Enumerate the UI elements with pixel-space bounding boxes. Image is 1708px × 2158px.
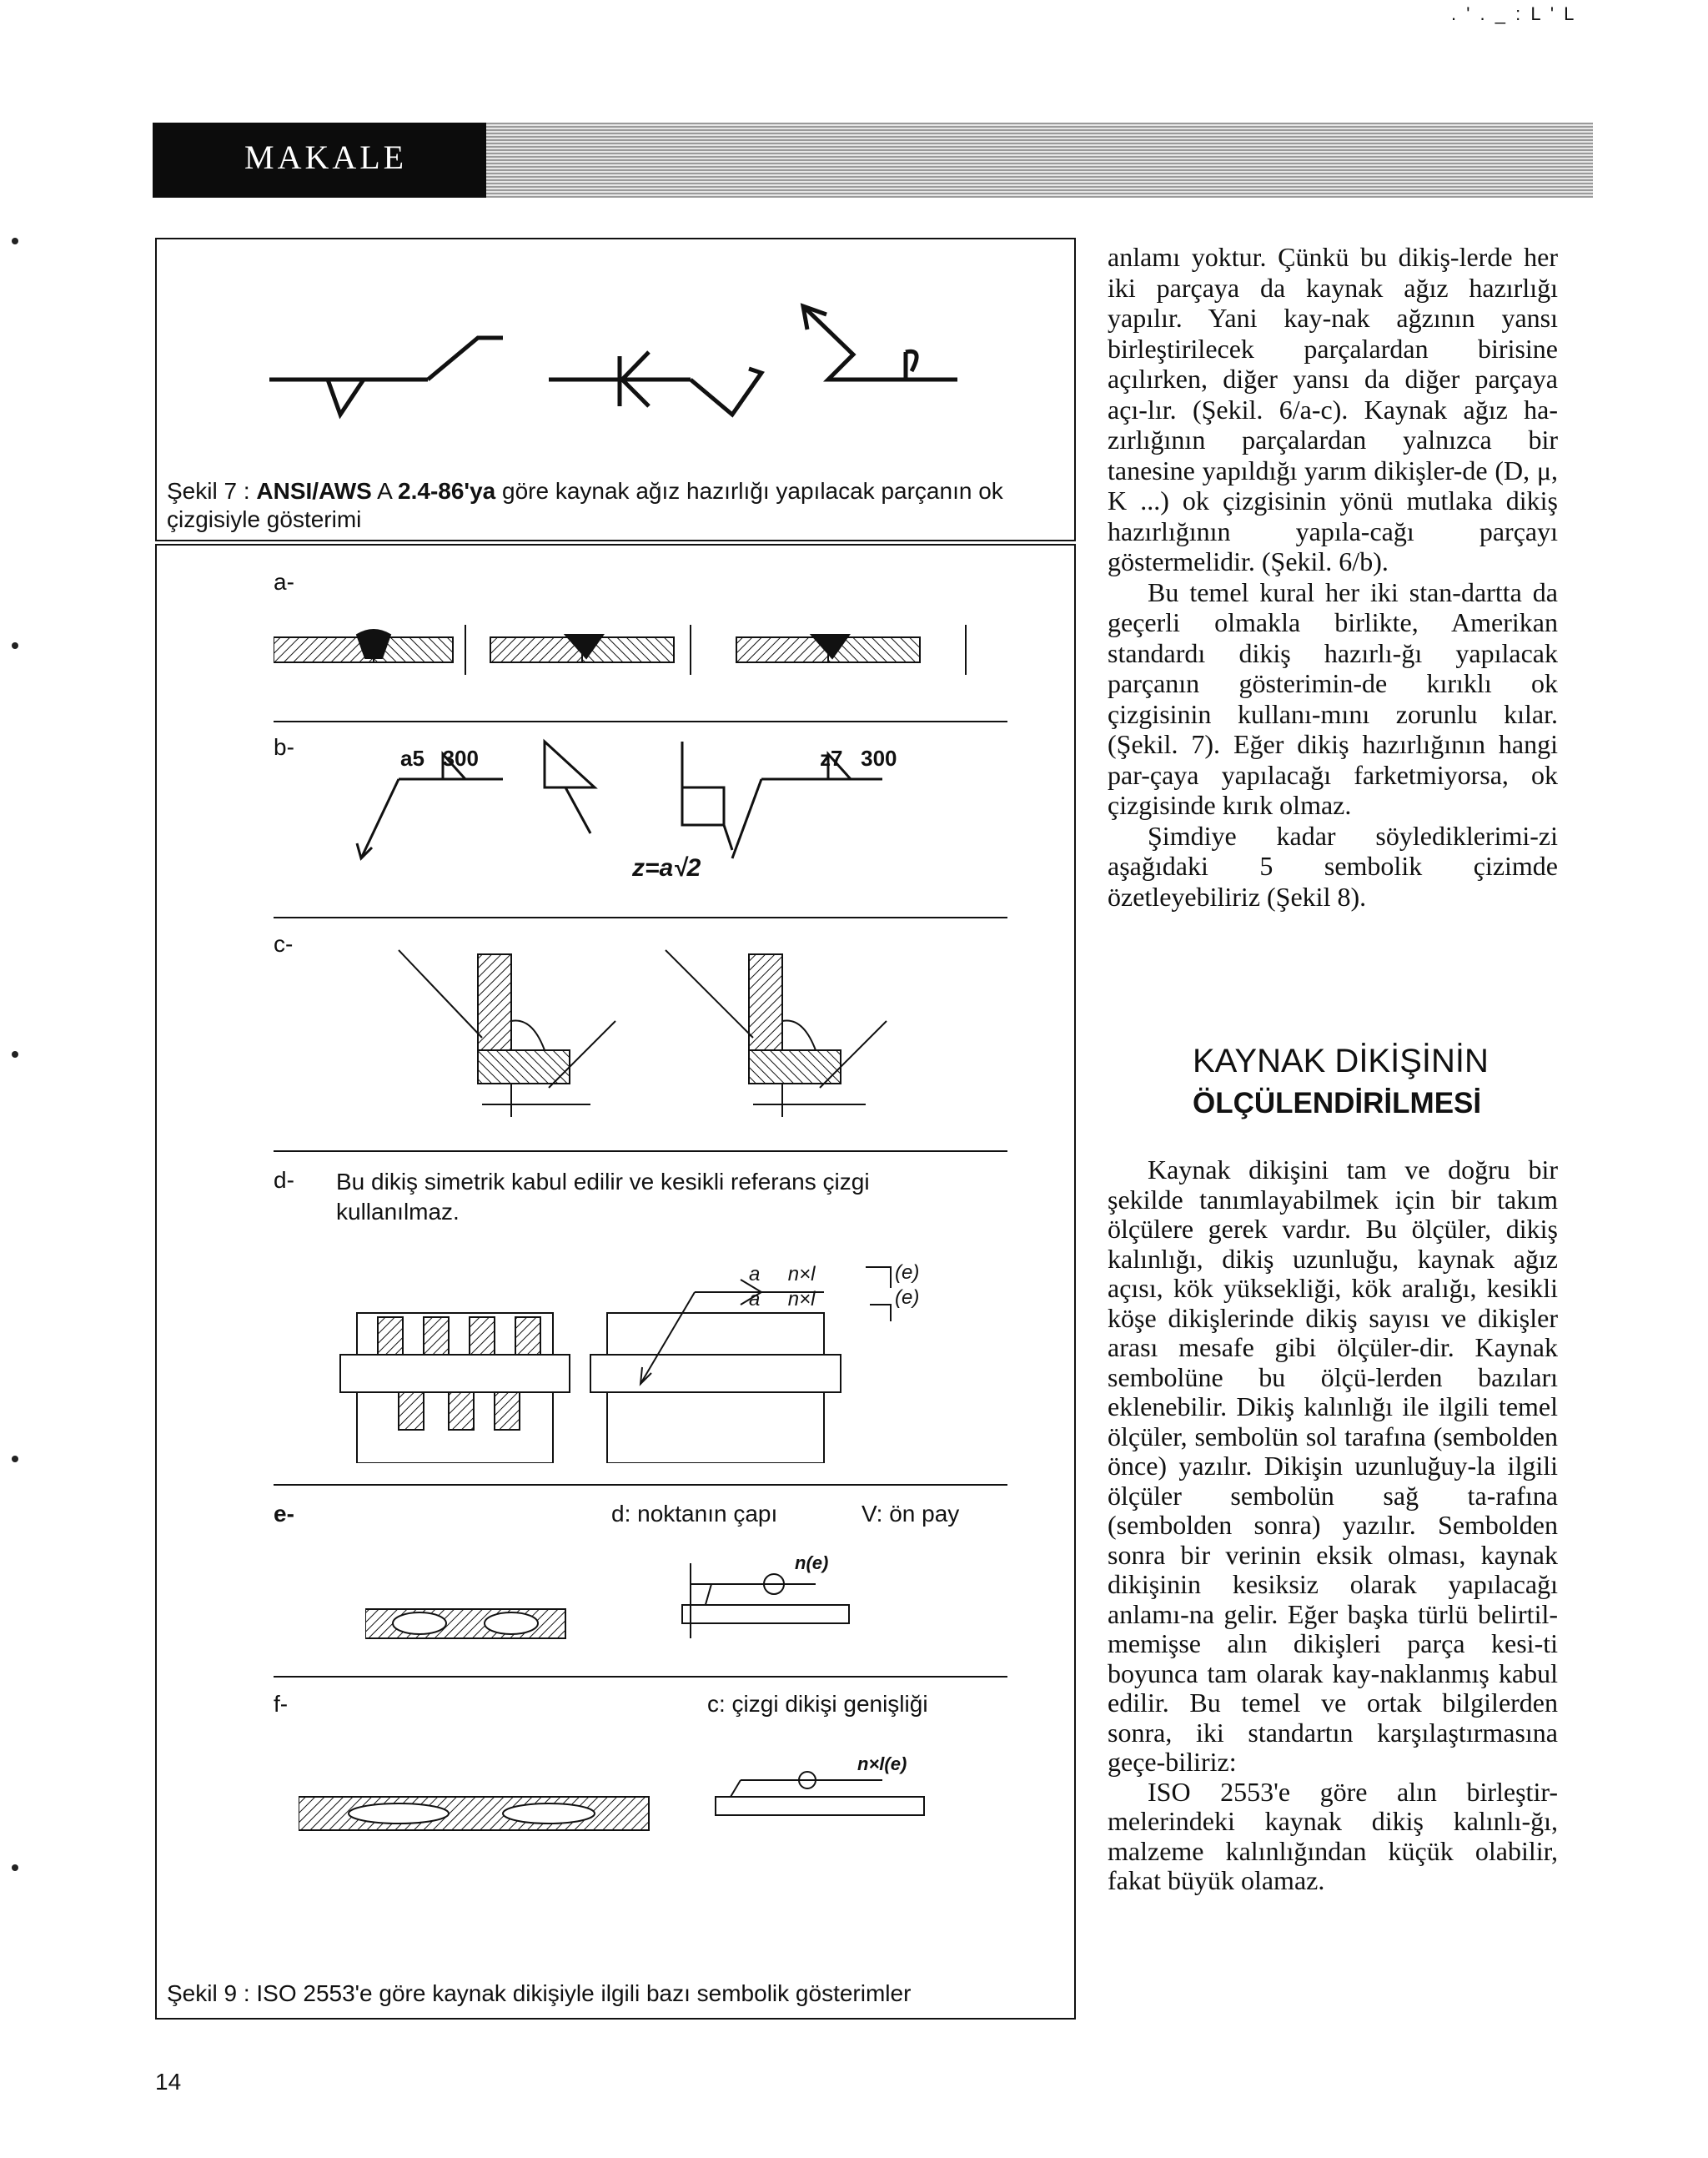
row-e-text-1: d: noktanın çapı: [611, 1501, 778, 1527]
row-e-text-2: V: ön pay: [862, 1501, 960, 1527]
d-count-length-bottom: n×l: [787, 1288, 816, 1310]
margin-dot: [12, 238, 18, 244]
figure-9-caption: Şekil 9 : ISO 2553'e göre kaynak dikişiyle ilgili bazı sembolik gösterimler: [167, 1980, 912, 2006]
paragraph: Şimdiye kadar söylediklerimi-zi aşağıdaki 5 sembolik çizimde özetleyebiliriz (Şekil 8).: [1108, 820, 1558, 912]
row-f-text: c: çizgi dikişi genişliği: [707, 1691, 928, 1717]
section-title: KAYNAK DİKİŞİNİN: [1193, 1043, 1489, 1079]
row-e-drawing: [365, 1547, 1007, 1647]
margin-dot: [12, 1456, 18, 1462]
d-pitch-top: (e): [895, 1261, 920, 1284]
b-left-length: 300: [442, 746, 479, 771]
b-right-size: z7: [820, 746, 843, 771]
row-d-text: Bu dikiş simetrik kabul edilir ve kesikli referans çizgi kullanılmaz.: [336, 1169, 870, 1225]
figure-7-caption: [167, 477, 1059, 534]
paragraph: Kaynak dikişini tam ve doğru bir şekilde tanımlayabilmek için bir takım ölçülere gerek vardır. Bu ölçüler, dikiş kalınlığı, dikiş uzunluğu, kaynak ağız açısı, kök yüksekliği, kök aralığı, kesikli köşe dikişlerinde dikiş sayısı ve dikişler arası mesafe gibi ölçüler-dir. Kaynak sembolüne bu ölçü-lerden bazıları eklenebilir. Dikiş kalınlığı ile ilgili temel ölçüler, sembolün sol tarafına (sembolden önce) yazılır. Dikişin uzunluğuy-la ilgili ölçüler sembolün sağ ta-rafına (sembolden sonra) yazılır. Sembolden sonra bir verinin eksik olması, kaynak dikişinin kesiksiz olarak yapılacağı anlamı-na gelir. Eğer başka türlü belirtil-memişse alın dikişleri parça kesi-ti boyunca tam olarak kay-naklanmış kabul edilir. Bu temel ve ortak bilgilerden sonra, iki standartın karşılaştırmasına geçe-biliriz:: [1108, 1154, 1558, 1777]
d-pitch-bottom: (e): [895, 1286, 920, 1309]
figure-9-box: [155, 544, 1076, 2020]
caption-rest: göre kaynak ağız hazırlığı yapılacak parçanın ok çizgisiyle gösterimi: [167, 478, 1003, 532]
figure-7-box: [155, 238, 1076, 541]
header-pattern: [486, 123, 1593, 198]
corner-mark: . ' . _ : L ' L: [1451, 3, 1577, 24]
b-left-size: a5: [400, 746, 424, 771]
b-left-symbol: [400, 746, 479, 772]
margin-dot: [12, 642, 18, 649]
margin-dot: [12, 1051, 18, 1058]
caption-standard-number: 2.4-86'ya: [398, 478, 496, 504]
row-divider: [274, 1150, 1007, 1152]
d-weld-size-bottom: a: [749, 1288, 761, 1310]
caption-mid: A: [371, 478, 399, 504]
row-divider: [274, 917, 1007, 918]
row-divider: [274, 1484, 1007, 1486]
row-divider: [274, 721, 1007, 722]
row-divider: [274, 1676, 1007, 1678]
row-d-label: d-: [274, 1167, 294, 1193]
d-weld-size-top: a: [749, 1263, 761, 1285]
f-symbol: n×l(e): [857, 1753, 907, 1774]
paragraph: anlamı yoktur. Çünkü bu dikiş-lerde her iki parçaya da kaynak ağız hazırlığı yapılır. Yani kay-nak ağzının yansı birleştirilecek parçalardan birisine açılırken, diğer yansı da diğer parçaya açı-lır. (Şekil. 6/a-c). Kaynak ağız ha-zırlığının parçalardan yalnızca bir tanesine yapıldığı yarım dikişler-de (D, μ, K ...) ok çizgisinin yönü mutlaka dikiş hazırlığının yapıla-cağı parçayı göstermelidir. (Şekil. 6/b).: [1108, 242, 1558, 576]
d-count-length-top: n×l: [787, 1263, 816, 1285]
row-c-label: c-: [274, 931, 294, 957]
b-formula: z=a√2: [632, 854, 701, 882]
row-a-label: a-: [274, 569, 294, 595]
row-b-label: b-: [274, 734, 294, 760]
paragraph: ISO 2553'e göre alın birleştir-melerindeki kaynak dikiş kalınlı-ğı, malzeme kalınlığından küçük olabilir, fakat büyük olamaz.: [1108, 1776, 1558, 1895]
d-symbol-bottom: [749, 1288, 815, 1311]
section-subtitle: ÖLÇÜLENDİRİLMESİ: [1193, 1087, 1482, 1119]
row-f-label: f-: [274, 1691, 289, 1717]
section-header-band: [153, 123, 1593, 198]
row-c-drawing: [365, 929, 1007, 1121]
b-right-length: 300: [861, 746, 897, 771]
page-number: 14: [155, 2069, 182, 2095]
right-column-bottom: [1108, 1155, 1558, 1896]
b-right-symbol: [820, 746, 897, 772]
section-label: MAKALE: [244, 138, 408, 176]
row-a-drawing: [274, 625, 1007, 692]
paragraph: Bu temel kural her iki stan-dartta da geçerli olmakla birlikte, Amerikan standardı dikiş hazırlı-ğı yapılacak parçanın gösterimin-de kırıklı ok çizgisinin kullanı-mını zorunlu kılar. (Şekil. 7). Eğer dikiş hazırlığının hangi par-çaya yapılacağı farketmiyorsa, ok çizgisinde kırık olmaz.: [1108, 576, 1558, 820]
row-e-label: e-: [274, 1501, 294, 1527]
e-symbol: n(e): [795, 1552, 829, 1573]
caption-standard: ANSI/AWS: [256, 478, 372, 504]
right-column-top: [1108, 242, 1558, 912]
caption-prefix: Şekil 7 :: [167, 478, 257, 504]
margin-dot: [12, 1864, 18, 1871]
d-symbol-top: [749, 1263, 815, 1286]
